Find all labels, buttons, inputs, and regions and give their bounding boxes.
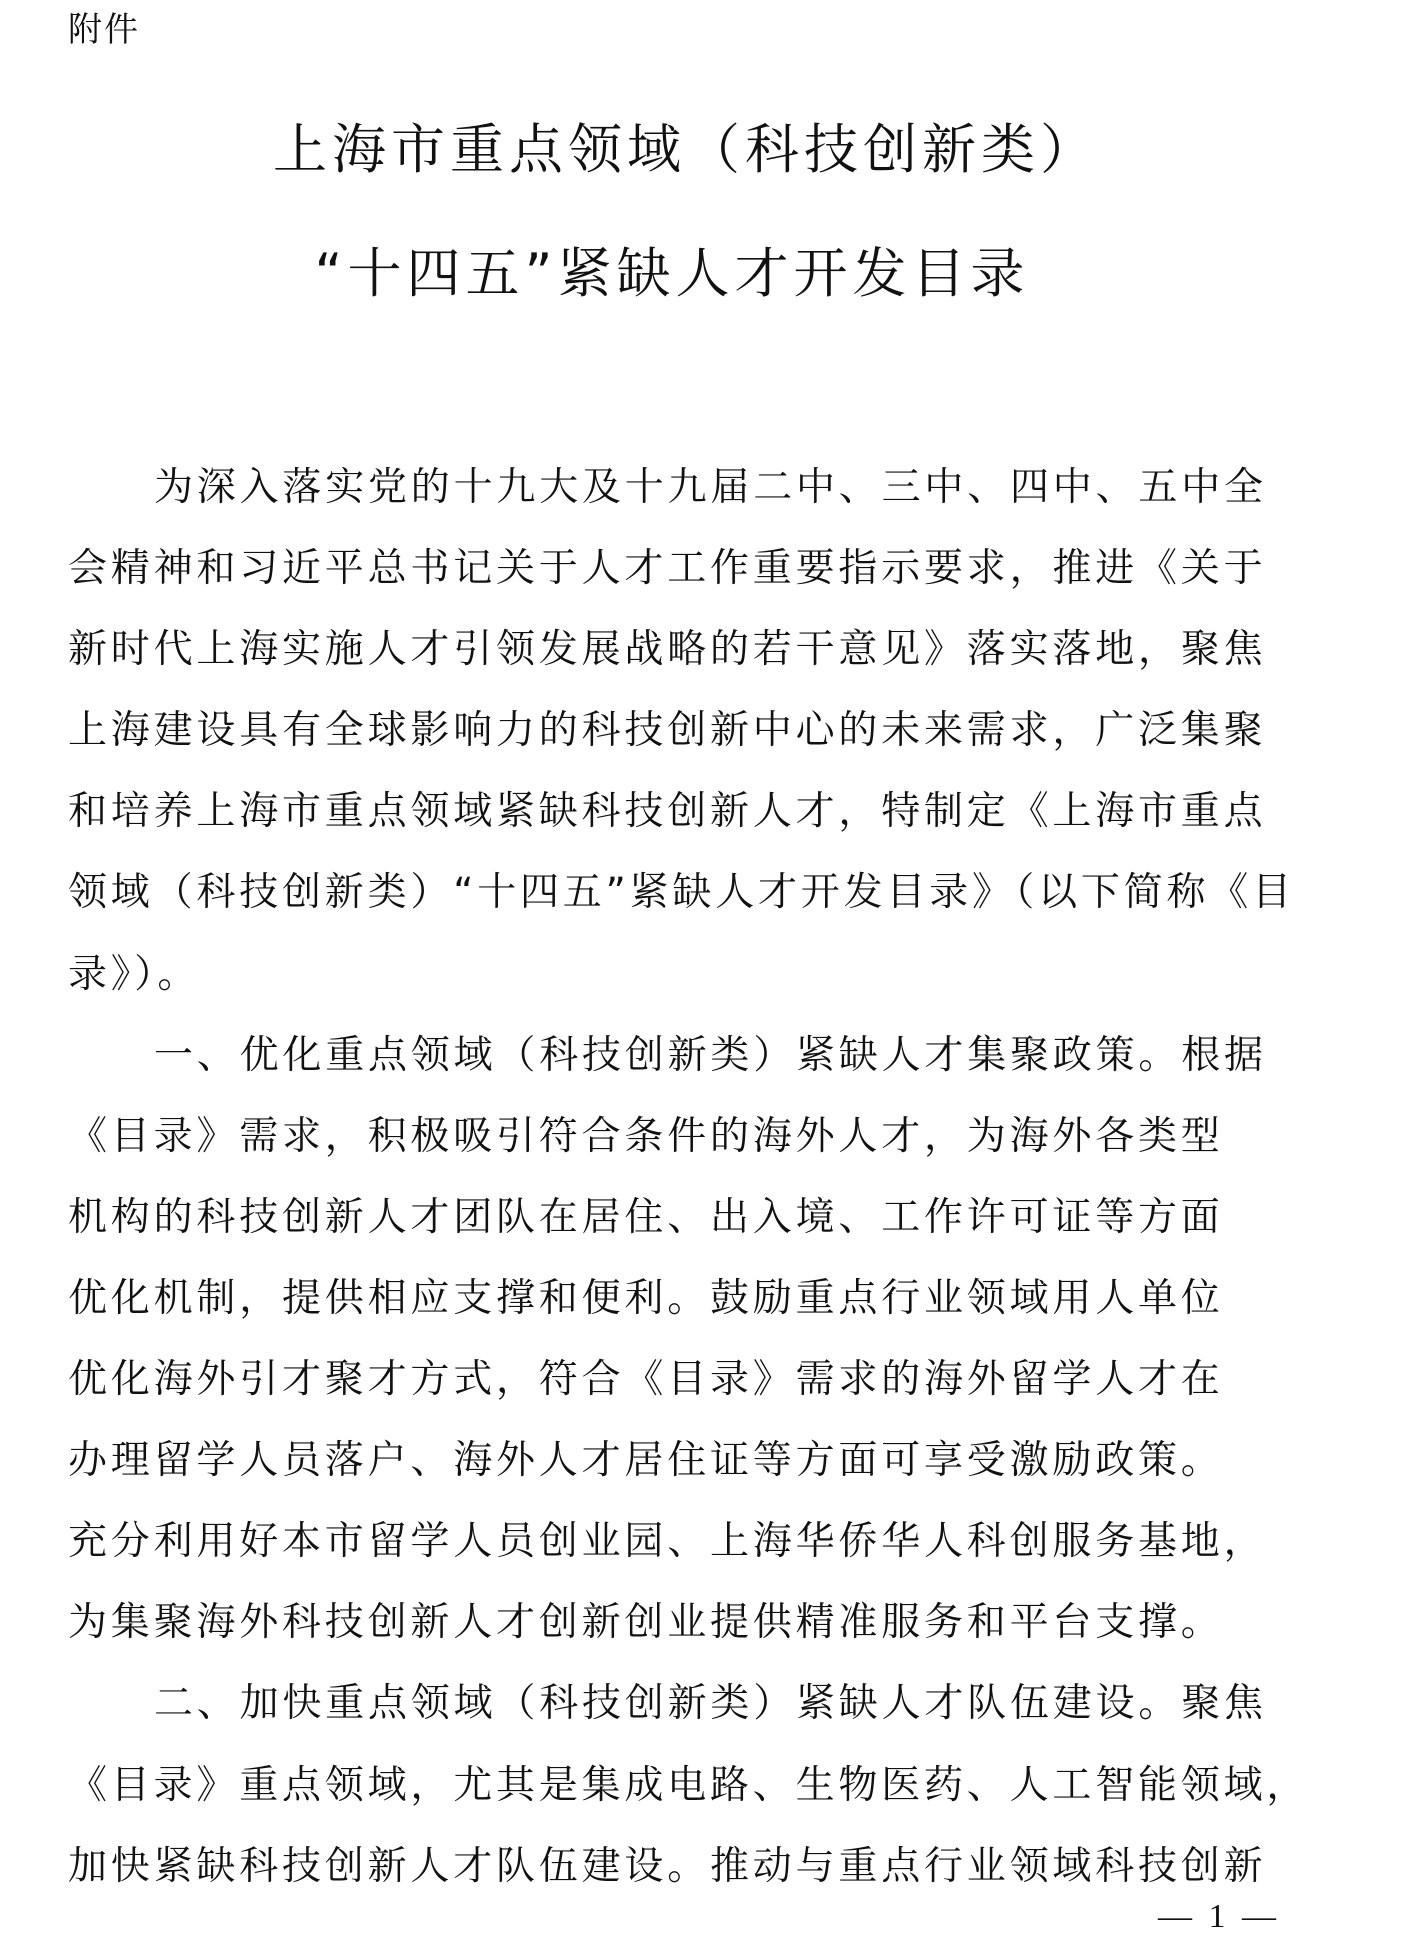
paragraph-line: 为深入落实党的十九大及十九届二中、三中、四中、五中全 xyxy=(154,465,1267,510)
paragraph-line: 优化海外引才聚才方式，符合《目录》需求的海外留学人才在 xyxy=(68,1357,1224,1403)
paragraph-line: 办理留学人员落户、海外人才居住证等方面可享受激励政策。 xyxy=(68,1438,1224,1484)
paragraph-line: 录》）。 xyxy=(68,951,201,997)
paragraph-line: 一、优化重点领域（科技创新类）紧缺人才集聚政策。根据 xyxy=(154,1032,1267,1078)
paragraph-line: 《目录》需求，积极吸引符合条件的海外人才，为海外各类型 xyxy=(68,1113,1224,1159)
document-title-line-2: “十四五”紧缺人才开发目录 xyxy=(314,242,1030,305)
paragraph-line: 新时代上海实施人才引领发展战略的若干意见》落实落地，聚焦 xyxy=(68,627,1267,673)
paragraph-line: 二、加快重点领域（科技创新类）紧缺人才队伍建设。聚焦 xyxy=(154,1681,1267,1727)
paragraph-line: 领域（科技创新类）“十四五”紧缺人才开发目录》（以下简称《目 xyxy=(68,870,1295,916)
paragraph-line: 为集聚海外科技创新人才创新创业提供精准服务和平台支撑。 xyxy=(68,1600,1224,1646)
paragraph-line: 会精神和习近平总书记关于人才工作重要指示要求，推进《关于 xyxy=(68,546,1267,592)
paragraph-line: 和培养上海市重点领域紧缺科技创新人才，特制定《上海市重点 xyxy=(68,789,1267,835)
paragraph-line: 机构的科技创新人才团队在居住、出入境、工作许可证等方面 xyxy=(68,1194,1224,1240)
document-title-line-1: 上海市重点领域（科技创新类） xyxy=(273,118,1099,181)
page-number: — 1 — xyxy=(1158,1898,1280,1935)
attachment-label: 附件 xyxy=(68,10,140,50)
paragraph-line: 加快紧缺科技创新人才队伍建设。推动与重点行业领域科技创新 xyxy=(68,1843,1267,1889)
paragraph-line: 优化机制，提供相应支撑和便利。鼓励重点行业领域用人单位 xyxy=(68,1275,1224,1321)
paragraph-line: 充分利用好本市留学人员创业园、上海华侨华人科创服务基地， xyxy=(68,1519,1267,1565)
paragraph-line: 上海建设具有全球影响力的科技创新中心的未来需求，广泛集聚 xyxy=(68,708,1267,754)
paragraph-line: 《目录》重点领域，尤其是集成电路、生物医药、人工智能领域， xyxy=(68,1762,1310,1808)
document-body xyxy=(68,447,1404,1907)
